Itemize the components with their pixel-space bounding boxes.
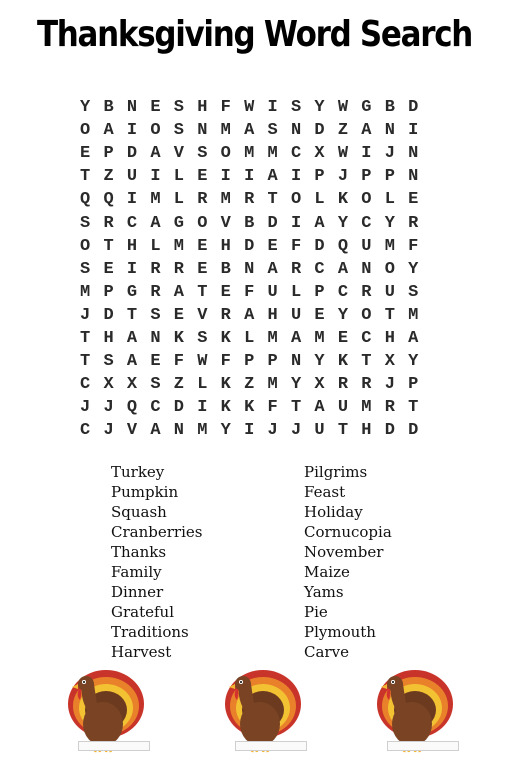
grid-letter: B bbox=[384, 98, 395, 118]
word-list-item: Feast bbox=[304, 483, 346, 501]
grid-letter: A bbox=[361, 121, 372, 141]
grid-letter: P bbox=[408, 375, 419, 395]
grid-letter: J bbox=[267, 421, 278, 441]
grid-letter: P bbox=[267, 352, 278, 372]
grid-letter: D bbox=[173, 398, 184, 418]
grid-letter: Z bbox=[173, 375, 184, 395]
grid-letter: S bbox=[173, 121, 184, 141]
grid-letter: M bbox=[384, 236, 395, 256]
grid-letter: Y bbox=[314, 98, 325, 118]
grid-letter: A bbox=[150, 421, 161, 441]
grid-letter: J bbox=[103, 421, 114, 441]
grid-letter: E bbox=[197, 236, 208, 256]
grid-letter: I bbox=[290, 213, 302, 233]
grid-letter: N bbox=[408, 167, 419, 187]
word-list-item: Pumpkin bbox=[111, 483, 179, 501]
grid-letter: I bbox=[150, 167, 161, 187]
word-list-item: Grateful bbox=[111, 603, 175, 621]
grid-letter: A bbox=[244, 121, 255, 141]
grid-letter: Y bbox=[290, 375, 302, 395]
grid-letter: O bbox=[290, 190, 302, 210]
grid-letter: A bbox=[408, 328, 419, 348]
grid-letter: E bbox=[80, 144, 91, 164]
word-list-right-column bbox=[304, 462, 392, 662]
word-list-item: Cornucopia bbox=[304, 523, 392, 541]
grid-letter: T bbox=[80, 328, 91, 348]
grid-letter: T bbox=[408, 398, 419, 418]
grid-row bbox=[80, 165, 440, 188]
grid-letter: L bbox=[173, 167, 184, 187]
grid-letter: O bbox=[384, 259, 395, 279]
grid-letter: V bbox=[197, 305, 208, 325]
grid-letter: W bbox=[337, 98, 349, 118]
grid-letter: S bbox=[197, 328, 208, 348]
grid-letter: C bbox=[337, 282, 349, 302]
grid-letter: M bbox=[267, 328, 278, 348]
grid-letter: R bbox=[150, 259, 161, 279]
grid-letter: T bbox=[80, 352, 91, 372]
grid-letter: L bbox=[290, 282, 302, 302]
grid-row bbox=[80, 235, 440, 258]
grid-letter: C bbox=[150, 398, 161, 418]
grid-letter: N bbox=[126, 98, 138, 118]
word-list-item: Squash bbox=[111, 503, 167, 521]
grid-letter: R bbox=[337, 375, 349, 395]
image-credit-box bbox=[387, 741, 459, 751]
grid-letter: I bbox=[126, 259, 138, 279]
grid-row bbox=[80, 188, 440, 211]
grid-letter: U bbox=[290, 305, 302, 325]
grid-letter: T bbox=[384, 305, 395, 325]
grid-letter: I bbox=[197, 398, 208, 418]
grid-letter: N bbox=[361, 259, 372, 279]
grid-letter: P bbox=[244, 352, 255, 372]
grid-letter: B bbox=[103, 98, 114, 118]
grid-letter: I bbox=[267, 98, 278, 118]
grid-letter: J bbox=[80, 305, 91, 325]
grid-letter: R bbox=[361, 375, 372, 395]
grid-letter: H bbox=[103, 328, 114, 348]
grid-letter: V bbox=[220, 213, 231, 233]
grid-letter: C bbox=[80, 375, 91, 395]
grid-letter: B bbox=[244, 213, 255, 233]
grid-letter: K bbox=[220, 398, 231, 418]
grid-letter: C bbox=[361, 213, 372, 233]
grid-letter: M bbox=[244, 144, 255, 164]
grid-letter: T bbox=[126, 305, 138, 325]
word-list-item: Plymouth bbox=[304, 623, 376, 641]
page-title: Thanksgiving Word Search bbox=[36, 14, 473, 55]
grid-letter: L bbox=[173, 190, 184, 210]
grid-letter: I bbox=[244, 167, 255, 187]
grid-letter: H bbox=[361, 421, 372, 441]
grid-letter: P bbox=[103, 282, 114, 302]
grid-letter: A bbox=[314, 398, 325, 418]
grid-letter: S bbox=[290, 98, 302, 118]
grid-letter: M bbox=[361, 398, 372, 418]
grid-letter: D bbox=[408, 421, 419, 441]
grid-letter: N bbox=[384, 121, 395, 141]
grid-letter: C bbox=[361, 328, 372, 348]
grid-letter: K bbox=[337, 352, 349, 372]
grid-letter: M bbox=[197, 421, 208, 441]
grid-letter: O bbox=[80, 236, 91, 256]
grid-letter: I bbox=[220, 167, 231, 187]
image-credit-box bbox=[235, 741, 307, 751]
grid-letter: F bbox=[267, 398, 278, 418]
grid-letter: S bbox=[103, 352, 114, 372]
grid-letter: L bbox=[150, 236, 161, 256]
grid-letter: R bbox=[150, 282, 161, 302]
grid-letter: M bbox=[220, 190, 231, 210]
grid-letter: E bbox=[267, 236, 278, 256]
grid-letter: R bbox=[220, 305, 231, 325]
word-list-item: Yams bbox=[304, 583, 344, 601]
grid-letter: R bbox=[290, 259, 302, 279]
grid-letter: L bbox=[314, 190, 325, 210]
grid-letter: A bbox=[126, 352, 138, 372]
grid-letter: E bbox=[337, 328, 349, 348]
grid-letter: M bbox=[267, 144, 278, 164]
grid-letter: O bbox=[80, 121, 91, 141]
grid-letter: Y bbox=[408, 259, 419, 279]
grid-letter: Y bbox=[337, 305, 349, 325]
grid-letter: P bbox=[361, 167, 372, 187]
grid-letter: S bbox=[408, 282, 419, 302]
grid-letter: O bbox=[361, 190, 372, 210]
word-list-item: Pilgrims bbox=[304, 463, 368, 481]
grid-letter: S bbox=[197, 144, 208, 164]
grid-letter: M bbox=[314, 328, 325, 348]
grid-letter: F bbox=[220, 352, 231, 372]
grid-letter: S bbox=[150, 305, 161, 325]
grid-letter: M bbox=[173, 236, 184, 256]
grid-row bbox=[80, 373, 440, 396]
grid-letter: G bbox=[126, 282, 138, 302]
grid-letter: Q bbox=[337, 236, 349, 256]
grid-letter: A bbox=[314, 213, 325, 233]
grid-letter: K bbox=[337, 190, 349, 210]
letter-grid bbox=[80, 96, 440, 442]
grid-letter: H bbox=[220, 236, 231, 256]
grid-letter: H bbox=[197, 98, 208, 118]
grid-letter: T bbox=[197, 282, 208, 302]
word-list-item: Harvest bbox=[111, 643, 172, 661]
grid-letter: J bbox=[384, 144, 395, 164]
grid-letter: Z bbox=[337, 121, 349, 141]
grid-letter: C bbox=[80, 421, 91, 441]
grid-row bbox=[80, 304, 440, 327]
grid-row bbox=[80, 327, 440, 350]
grid-letter: T bbox=[103, 236, 114, 256]
word-list-item: Holiday bbox=[304, 503, 363, 521]
grid-letter: J bbox=[337, 167, 349, 187]
grid-letter: O bbox=[220, 144, 231, 164]
grid-letter: U bbox=[314, 421, 325, 441]
grid-letter: S bbox=[173, 98, 184, 118]
grid-letter: A bbox=[150, 144, 161, 164]
grid-letter: I bbox=[244, 421, 255, 441]
grid-letter: H bbox=[126, 236, 138, 256]
grid-letter: D bbox=[267, 213, 278, 233]
grid-letter: O bbox=[150, 121, 161, 141]
grid-letter: Y bbox=[408, 352, 419, 372]
grid-letter: P bbox=[103, 144, 114, 164]
word-list-left-column bbox=[111, 462, 304, 662]
grid-row bbox=[80, 142, 440, 165]
grid-letter: I bbox=[126, 190, 138, 210]
grid-letter: U bbox=[337, 398, 349, 418]
grid-letter: D bbox=[103, 305, 114, 325]
grid-letter: Z bbox=[103, 167, 114, 187]
word-list bbox=[111, 462, 431, 662]
grid-letter: O bbox=[197, 213, 208, 233]
grid-row bbox=[80, 419, 440, 442]
grid-letter: E bbox=[197, 259, 208, 279]
grid-letter: A bbox=[150, 213, 161, 233]
grid-letter: S bbox=[80, 259, 91, 279]
grid-letter: P bbox=[314, 167, 325, 187]
word-list-item: November bbox=[304, 543, 384, 561]
grid-letter: W bbox=[197, 352, 208, 372]
grid-letter: T bbox=[361, 352, 372, 372]
grid-row bbox=[80, 350, 440, 373]
word-list-item: Turkey bbox=[111, 463, 165, 481]
grid-letter: D bbox=[126, 144, 138, 164]
grid-letter: P bbox=[384, 167, 395, 187]
grid-letter: I bbox=[361, 144, 372, 164]
word-list-item: Dinner bbox=[111, 583, 164, 601]
grid-letter: A bbox=[126, 328, 138, 348]
grid-letter: U bbox=[384, 282, 395, 302]
grid-letter: S bbox=[267, 121, 278, 141]
grid-letter: O bbox=[361, 305, 372, 325]
grid-letter: W bbox=[337, 144, 349, 164]
grid-letter: F bbox=[244, 282, 255, 302]
grid-letter: J bbox=[80, 398, 91, 418]
word-list-item: Cranberries bbox=[111, 523, 203, 541]
grid-letter: C bbox=[126, 213, 138, 233]
grid-letter: N bbox=[244, 259, 255, 279]
grid-letter: E bbox=[197, 167, 208, 187]
grid-letter: X bbox=[103, 375, 114, 395]
grid-letter: A bbox=[267, 259, 278, 279]
grid-letter: A bbox=[290, 328, 302, 348]
word-list-item: Thanks bbox=[111, 543, 167, 561]
grid-letter: R bbox=[197, 190, 208, 210]
word-list-item: Traditions bbox=[111, 623, 189, 641]
grid-letter: R bbox=[244, 190, 255, 210]
grid-letter: V bbox=[126, 421, 138, 441]
grid-letter: T bbox=[80, 167, 91, 187]
grid-letter: M bbox=[408, 305, 419, 325]
grid-letter: L bbox=[244, 328, 255, 348]
grid-letter: F bbox=[173, 352, 184, 372]
grid-letter: K bbox=[173, 328, 184, 348]
grid-letter: J bbox=[103, 398, 114, 418]
grid-letter: U bbox=[267, 282, 278, 302]
grid-letter: C bbox=[314, 259, 325, 279]
grid-row bbox=[80, 281, 440, 304]
grid-letter: E bbox=[150, 352, 161, 372]
grid-row bbox=[80, 211, 440, 234]
grid-letter: A bbox=[173, 282, 184, 302]
grid-letter: A bbox=[244, 305, 255, 325]
grid-letter: Q bbox=[126, 398, 138, 418]
grid-letter: A bbox=[103, 121, 114, 141]
grid-letter: R bbox=[384, 398, 395, 418]
grid-letter: M bbox=[267, 375, 278, 395]
grid-letter: S bbox=[80, 213, 91, 233]
grid-letter: B bbox=[220, 259, 231, 279]
word-list-item: Maize bbox=[304, 563, 350, 581]
grid-letter: D bbox=[408, 98, 419, 118]
grid-letter: H bbox=[267, 305, 278, 325]
grid-letter: J bbox=[290, 421, 302, 441]
grid-letter: K bbox=[244, 398, 255, 418]
word-list-item: Family bbox=[111, 563, 162, 581]
grid-letter: A bbox=[267, 167, 278, 187]
grid-letter: M bbox=[80, 282, 91, 302]
grid-letter: R bbox=[361, 282, 372, 302]
grid-letter: Y bbox=[337, 213, 349, 233]
grid-letter: Y bbox=[384, 213, 395, 233]
grid-letter: T bbox=[267, 190, 278, 210]
grid-letter: M bbox=[220, 121, 231, 141]
grid-row bbox=[80, 396, 440, 419]
grid-letter: E bbox=[408, 190, 419, 210]
grid-letter: N bbox=[290, 121, 302, 141]
grid-letter: D bbox=[314, 236, 325, 256]
grid-letter: Q bbox=[103, 190, 114, 210]
grid-letter: S bbox=[150, 375, 161, 395]
grid-letter: E bbox=[314, 305, 325, 325]
grid-letter: K bbox=[220, 375, 231, 395]
grid-letter: N bbox=[290, 352, 302, 372]
grid-letter: Z bbox=[244, 375, 255, 395]
grid-letter: N bbox=[150, 328, 161, 348]
grid-letter: D bbox=[314, 121, 325, 141]
grid-letter: L bbox=[197, 375, 208, 395]
grid-letter: X bbox=[384, 352, 395, 372]
grid-letter: E bbox=[150, 98, 161, 118]
grid-letter: U bbox=[126, 167, 138, 187]
grid-letter: E bbox=[173, 305, 184, 325]
grid-letter: A bbox=[337, 259, 349, 279]
grid-letter: T bbox=[337, 421, 349, 441]
grid-letter: K bbox=[220, 328, 231, 348]
grid-letter: R bbox=[173, 259, 184, 279]
grid-letter: E bbox=[220, 282, 231, 302]
grid-letter: N bbox=[173, 421, 184, 441]
grid-letter: I bbox=[126, 121, 138, 141]
grid-letter: I bbox=[290, 167, 302, 187]
image-credit-box bbox=[78, 741, 150, 751]
grid-letter: X bbox=[126, 375, 138, 395]
grid-letter: X bbox=[314, 144, 325, 164]
grid-letter: L bbox=[384, 190, 395, 210]
grid-letter: F bbox=[408, 236, 419, 256]
grid-row bbox=[80, 96, 440, 119]
grid-letter: V bbox=[173, 144, 184, 164]
grid-letter: M bbox=[150, 190, 161, 210]
grid-letter: Y bbox=[314, 352, 325, 372]
grid-letter: W bbox=[244, 98, 255, 118]
grid-letter: D bbox=[384, 421, 395, 441]
grid-letter: Y bbox=[80, 98, 91, 118]
grid-letter: N bbox=[197, 121, 208, 141]
grid-letter: X bbox=[314, 375, 325, 395]
grid-letter: H bbox=[384, 328, 395, 348]
grid-letter: F bbox=[290, 236, 302, 256]
grid-letter: G bbox=[361, 98, 372, 118]
grid-letter: U bbox=[361, 236, 372, 256]
grid-letter: F bbox=[220, 98, 231, 118]
grid-letter: D bbox=[244, 236, 255, 256]
grid-letter: G bbox=[173, 213, 184, 233]
grid-letter: T bbox=[290, 398, 302, 418]
grid-letter: C bbox=[290, 144, 302, 164]
grid-row bbox=[80, 119, 440, 142]
grid-letter: Y bbox=[220, 421, 231, 441]
grid-letter: R bbox=[408, 213, 419, 233]
grid-letter: I bbox=[408, 121, 419, 141]
grid-letter: J bbox=[384, 375, 395, 395]
grid-row bbox=[80, 258, 440, 281]
grid-letter: P bbox=[314, 282, 325, 302]
word-list-item: Pie bbox=[304, 603, 328, 621]
grid-letter: E bbox=[103, 259, 114, 279]
grid-letter: Q bbox=[80, 190, 91, 210]
grid-letter: N bbox=[408, 144, 419, 164]
word-list-item: Carve bbox=[304, 643, 349, 661]
grid-letter: R bbox=[103, 213, 114, 233]
